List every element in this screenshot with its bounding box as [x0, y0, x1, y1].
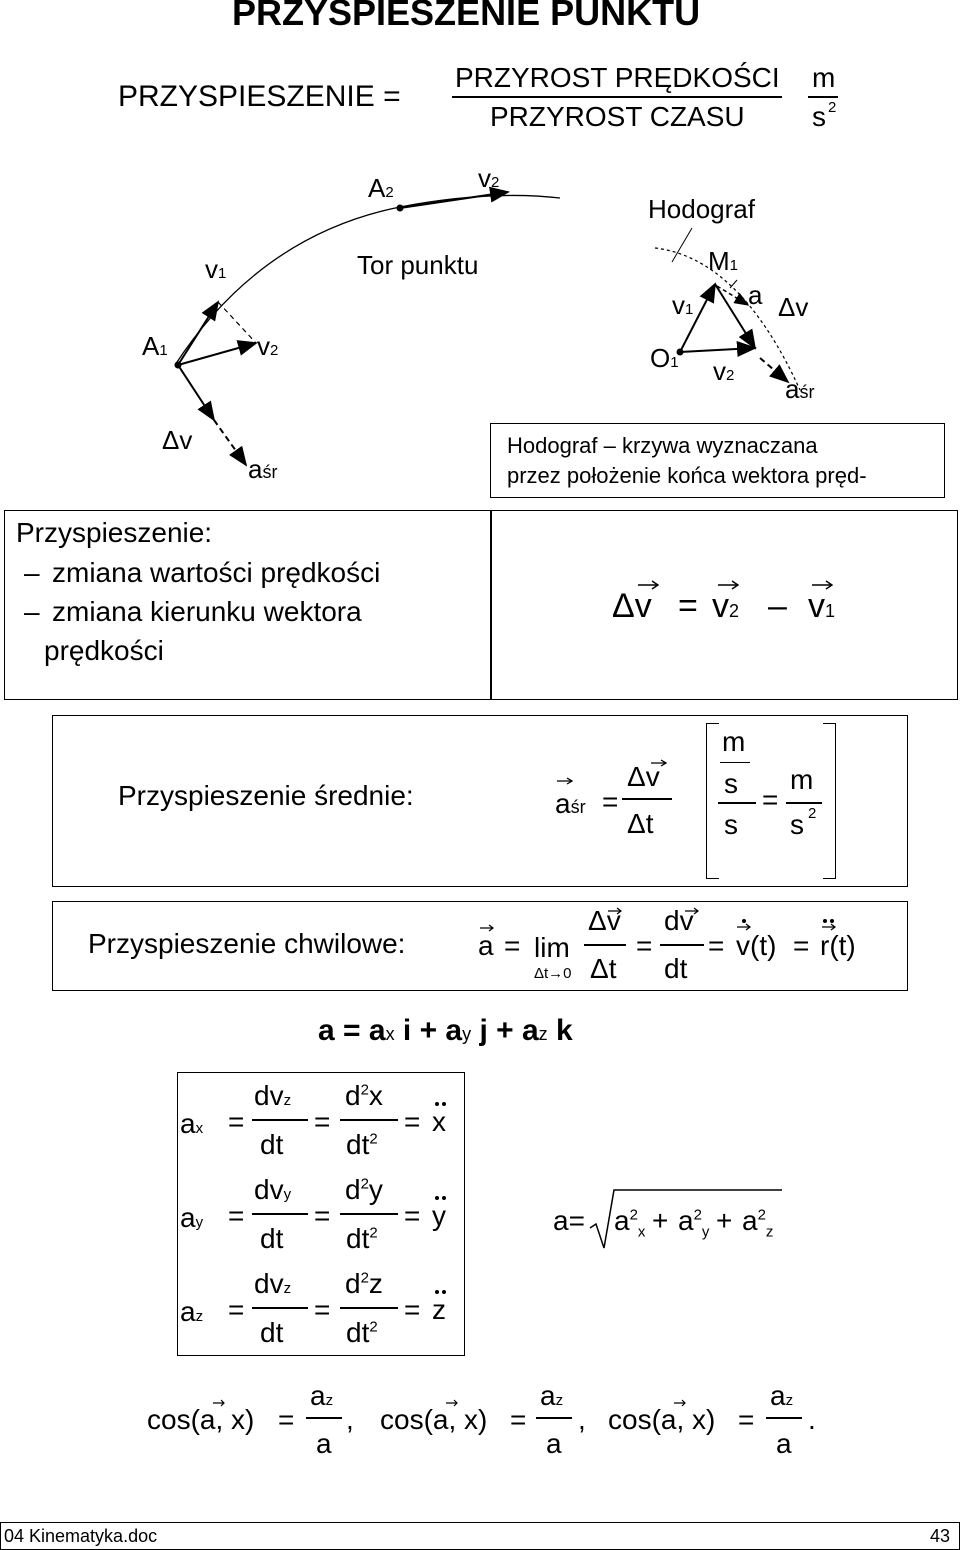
- ay-den2: $dt^2$: [346, 1223, 378, 1254]
- label-hodo-asr: aśr: [785, 374, 815, 404]
- definition-lhs: PRZYSPIESZENIE =: [118, 80, 401, 113]
- ay-num1: dvy: [254, 1174, 292, 1205]
- label-m1: M1: [708, 246, 739, 276]
- label-trajectory: Tor punktu: [357, 250, 479, 280]
- instant-lim-sub: Δt→0: [534, 965, 572, 982]
- average-unit-s2: s: [724, 809, 738, 840]
- footer-page-number: 43: [930, 1526, 951, 1546]
- label-hodo-v1: v1: [672, 290, 694, 320]
- cosine-3-lhs: cos(a, x): [608, 1404, 716, 1435]
- cosine-3-den: a: [776, 1428, 792, 1459]
- ax-den2: $dt^2$: [346, 1129, 378, 1160]
- label-v1: v1: [205, 254, 227, 284]
- magnitude-ay: $a^2_y$: [678, 1205, 710, 1241]
- average-eq: =: [602, 786, 619, 817]
- instant-label: Przyspieszenie chwilowe:: [88, 928, 406, 959]
- az-eq2: =: [314, 1294, 331, 1325]
- average-unit-exp: 2: [808, 805, 817, 822]
- acceleration-item-2-line2: prędkości: [44, 635, 164, 666]
- label-a2: A2: [368, 173, 394, 203]
- cosine-3-eq: =: [738, 1404, 755, 1435]
- hodograph-title: Hodograf: [648, 194, 755, 224]
- delta-v-eq: =: [678, 587, 698, 625]
- label-v2-top: v2: [478, 163, 500, 193]
- label-hodo-delta-v: Δv: [778, 292, 809, 322]
- cosine-2-eq: =: [510, 1404, 527, 1435]
- cosine-2-den: a: [546, 1428, 562, 1459]
- average-den: Δt: [627, 808, 654, 839]
- acceleration-dash-1: –: [24, 557, 40, 588]
- magnitude-plus1: +: [652, 1205, 669, 1236]
- cosine-1-lhs: cos(a, x): [147, 1404, 255, 1435]
- acceleration-dash-2: –: [24, 596, 40, 627]
- definition-unit-num: m: [812, 62, 836, 93]
- az: az: [180, 1296, 204, 1327]
- ax-eq3: =: [404, 1106, 421, 1137]
- average-num: Δv: [627, 761, 660, 792]
- magnitude-ax: $a^2_x$: [614, 1205, 646, 1241]
- average-unit-s3: s: [790, 809, 804, 840]
- ay-eq3: =: [404, 1200, 421, 1231]
- ay-eq2: =: [314, 1200, 331, 1231]
- label-hodo-v2: v2: [713, 356, 735, 386]
- label-delta-v: Δv: [162, 425, 193, 455]
- hodograph-def-line2: przez położenie końca wektora pręd-: [507, 463, 867, 488]
- instant-num2: dv: [664, 905, 694, 936]
- delta-v-lhs: Δv: [612, 587, 652, 625]
- label-a1: A1: [142, 331, 168, 361]
- page-title: PRZYSPIESZENIE PUNKTU: [232, 0, 701, 33]
- label-o1: O1: [650, 343, 679, 373]
- footer-filename: 04 Kinematyka.doc: [4, 1526, 158, 1546]
- instant-a: a: [478, 930, 494, 961]
- delta-v-v2: v2: [712, 587, 740, 625]
- cosine-3-tail: .: [808, 1404, 816, 1435]
- average-label: Przyspieszenie średnie:: [118, 780, 414, 811]
- definition-unit-exp: 2: [828, 99, 837, 116]
- magnitude-plus2: +: [716, 1205, 733, 1236]
- az-den1: dt: [260, 1317, 284, 1348]
- delta-v-v1: v1: [808, 587, 836, 625]
- instant-eq3: =: [708, 930, 725, 961]
- acceleration-heading: Przyspieszenie:: [16, 517, 213, 548]
- magnitude-lhs: a=: [553, 1205, 585, 1236]
- az-eq1: =: [228, 1294, 245, 1325]
- acceleration-item-1: zmiana wartości prędkości: [52, 557, 381, 588]
- ay: ay: [180, 1202, 204, 1233]
- average-unit-m: m: [722, 726, 746, 757]
- cosine-1-eq: =: [278, 1404, 295, 1435]
- acceleration-item-2-line1: zmiana kierunku wektora: [52, 596, 362, 627]
- ay-den1: dt: [260, 1223, 284, 1254]
- ax: ax: [180, 1108, 204, 1139]
- definition-denominator: PRZYROST CZASU: [490, 101, 745, 132]
- instant-eq: =: [504, 930, 521, 961]
- az-result: z: [432, 1294, 446, 1325]
- ay-result: y: [432, 1200, 446, 1231]
- az-eq3: =: [404, 1294, 421, 1325]
- cosine-1-den: a: [316, 1428, 332, 1459]
- instant-vdot: v(t): [736, 930, 777, 961]
- definition-unit-den: s: [812, 101, 826, 132]
- definition-numerator: PRZYROST PRĘDKOŚCI: [455, 62, 780, 93]
- label-hodo-a: a: [748, 280, 763, 310]
- instant-lim: lim: [534, 932, 570, 963]
- average-unit-s: s: [724, 768, 738, 799]
- cosine-1-num: az: [310, 1380, 334, 1411]
- average-unit-m2: m: [790, 764, 814, 795]
- label-v2-left: v2: [257, 331, 279, 361]
- az-num1: dvz: [254, 1268, 292, 1299]
- instant-den2: dt: [664, 953, 688, 984]
- magnitude-az: $a^2_z$: [742, 1205, 774, 1241]
- components-equation: a = ax i + ay j + az k: [318, 1014, 573, 1047]
- average-a: aśr: [555, 788, 586, 819]
- cosine-2-num: az: [540, 1380, 564, 1411]
- ax-eq2: =: [314, 1106, 331, 1137]
- ax-num2: $d^2x$: [345, 1080, 383, 1111]
- instant-eq4: =: [793, 930, 810, 961]
- cosine-2-lhs: cos(a, x): [380, 1404, 488, 1435]
- instant-den1: Δt: [590, 953, 617, 984]
- label-asr: aśr: [248, 454, 278, 484]
- instant-num1: Δv: [588, 905, 621, 936]
- hodograph-def-line1: Hodograf – krzywa wyznaczana: [507, 433, 818, 458]
- delta-v-minus: –: [768, 587, 787, 625]
- az-den2: $dt^2$: [346, 1317, 378, 1348]
- ax-den1: dt: [260, 1129, 284, 1160]
- cosine-3-num: az: [770, 1380, 794, 1411]
- az-num2: $d^2z$: [345, 1268, 383, 1299]
- ax-result: x: [432, 1106, 446, 1137]
- ay-eq1: =: [228, 1200, 245, 1231]
- ax-num1: dvz: [254, 1080, 292, 1111]
- ay-num2: $d^2y$: [345, 1174, 383, 1205]
- instant-eq2: =: [636, 930, 653, 961]
- ax-eq1: =: [228, 1106, 245, 1137]
- instant-rddot: r(t): [820, 930, 856, 961]
- cosine-2-tail: ,: [578, 1404, 586, 1435]
- average-eq2: =: [762, 784, 779, 815]
- cosine-1-tail: ,: [346, 1404, 354, 1435]
